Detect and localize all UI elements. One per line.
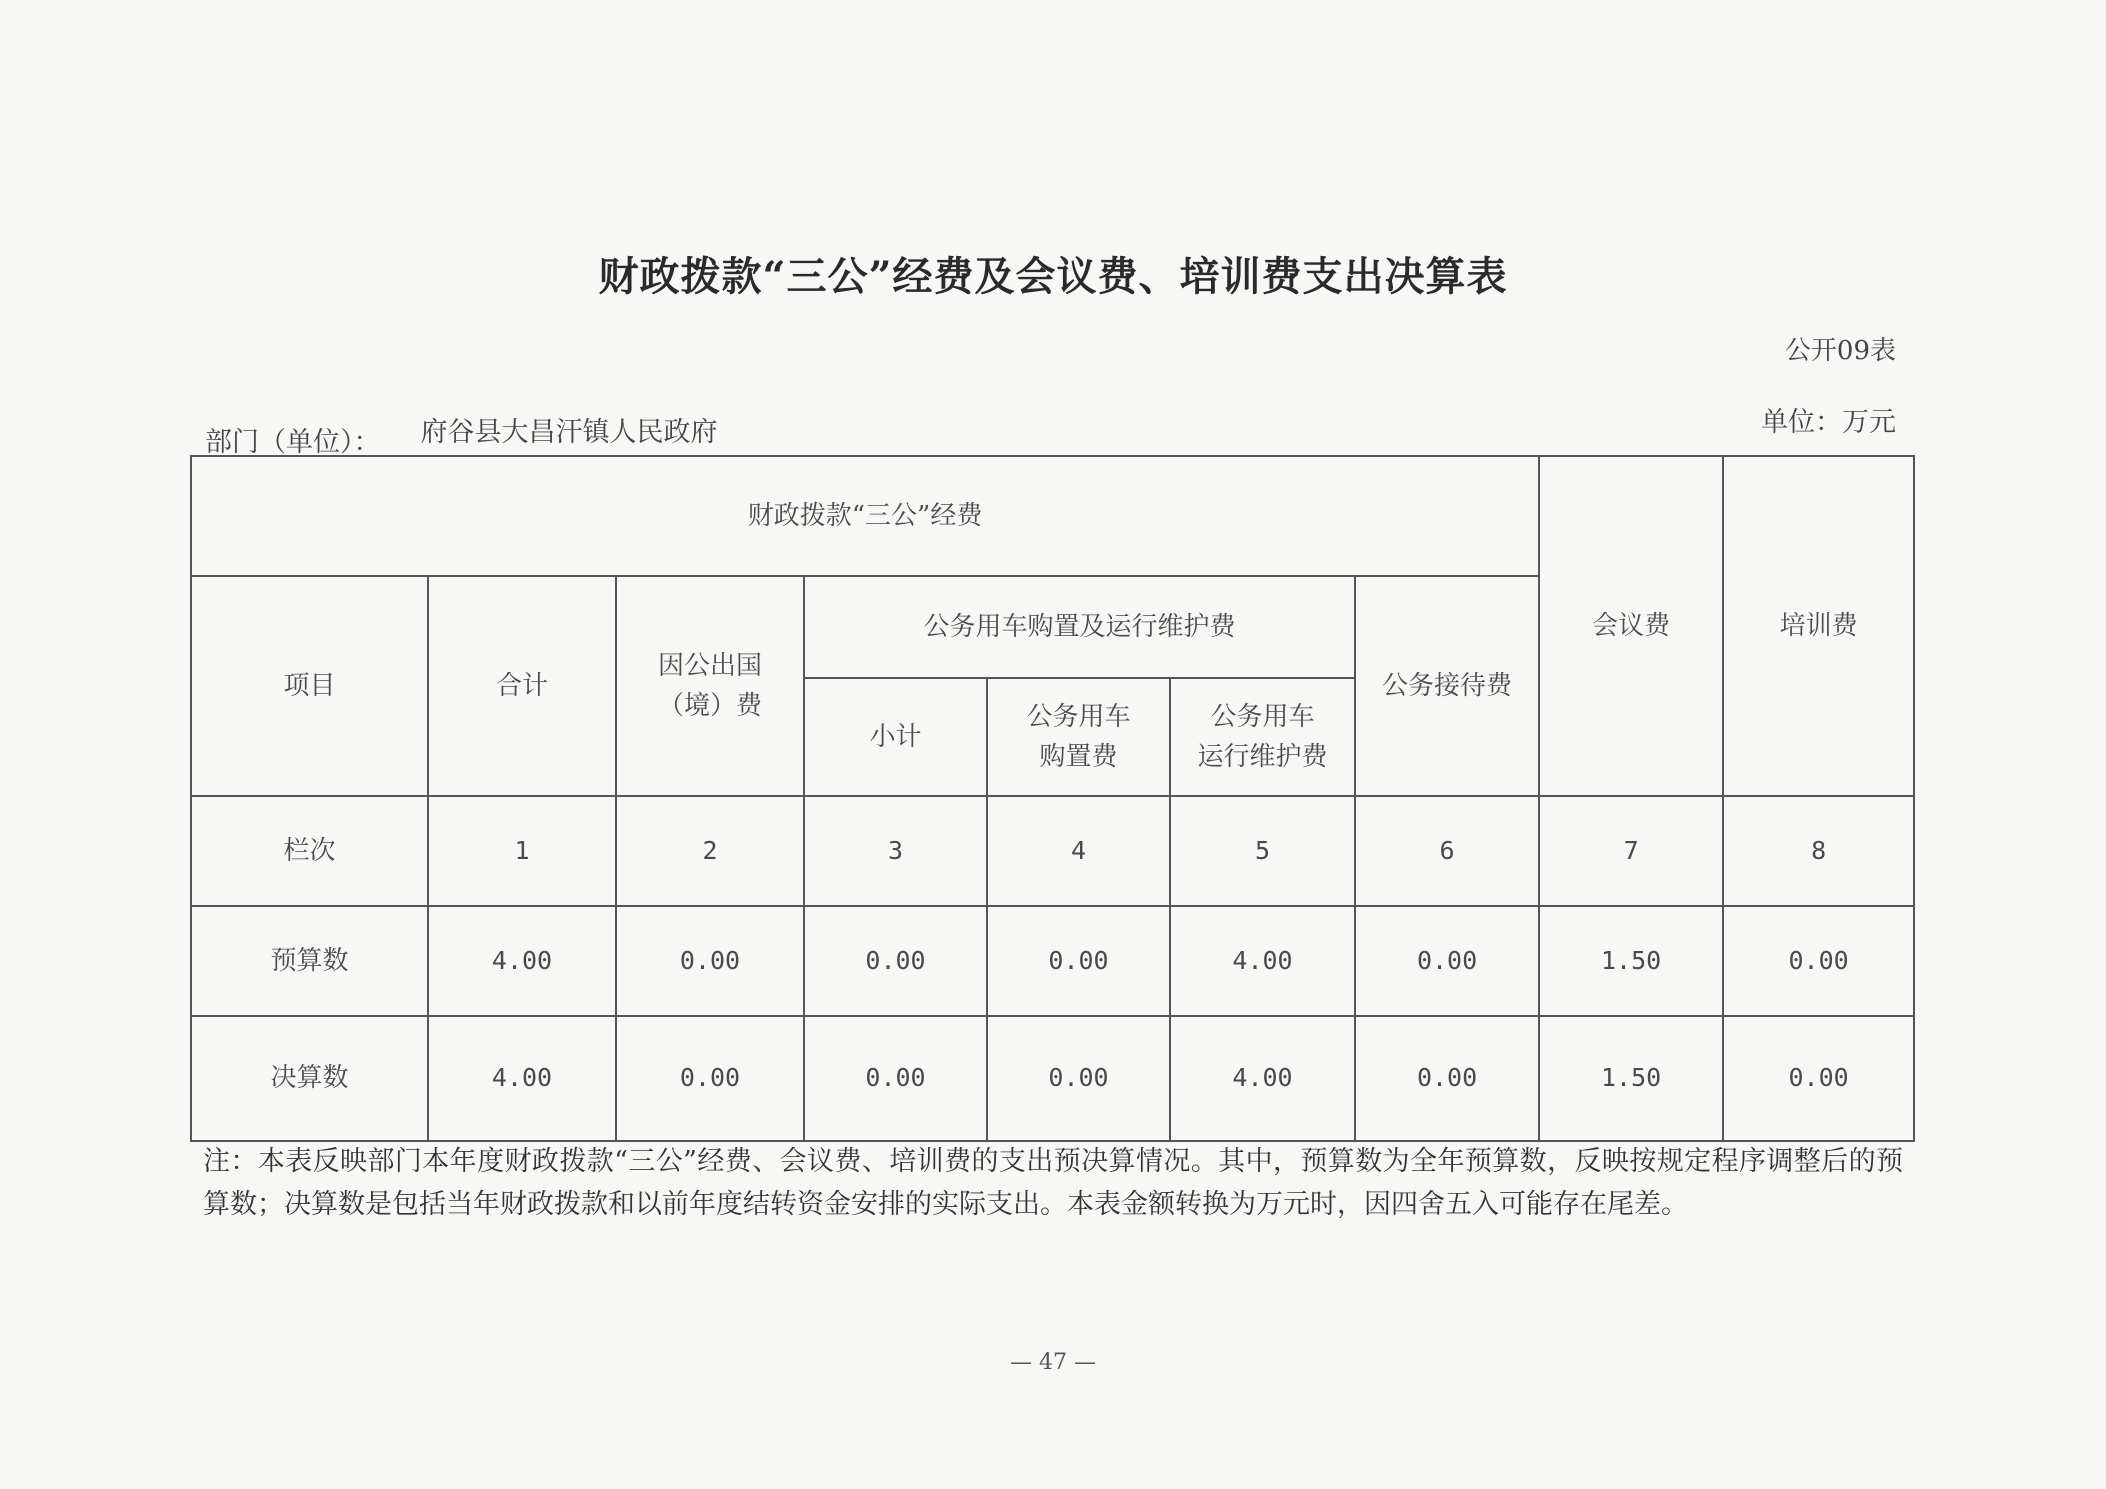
header-three-public: 财政拨款“三公”经费 xyxy=(191,456,1539,576)
table-cell: 1 xyxy=(428,796,616,906)
header-vehicle-group: 公务用车购置及运行维护费 xyxy=(804,576,1355,678)
table-row xyxy=(191,796,1914,906)
table-cell: 4 xyxy=(987,796,1170,906)
table-cell: 1.50 xyxy=(1539,906,1723,1016)
header-meeting-fee: 会议费 xyxy=(1539,456,1723,796)
table-cell: 8 xyxy=(1723,796,1914,906)
page-title: 财政拨款“三公”经费及会议费、培训费支出决算表 xyxy=(598,253,1508,300)
table-cell: 0.00 xyxy=(616,1016,804,1141)
table-cell: 4.00 xyxy=(428,1016,616,1141)
header-training-fee: 培训费 xyxy=(1723,456,1914,796)
table-cell: 0.00 xyxy=(1723,906,1914,1016)
table-cell: 0.00 xyxy=(616,906,804,1016)
department-line xyxy=(205,410,718,458)
table-cell: 0.00 xyxy=(804,1016,987,1141)
table-row xyxy=(191,906,1914,1016)
footnote: 注：本表反映部门本年度财政拨款“三公”经费、会议费、培训费的支出预决算情况。其中，预算数为全年预算数，反映按规定程序调整后的预算数；决算数是包括当年财政拨款和以前年度结转资金安排的实际支出。本表金额转换为万元时，因四舍五入可能存在尾差。 xyxy=(203,1146,1903,1221)
header-vehicle-maintenance xyxy=(1170,678,1355,796)
header-vehicle-purchase xyxy=(987,678,1170,796)
table-cell: 1.50 xyxy=(1539,1016,1723,1141)
header-item: 项目 xyxy=(191,576,428,796)
form-code: 公开09表 xyxy=(1784,336,1896,366)
table-cell: 0.00 xyxy=(1355,906,1539,1016)
table-cell: 4.00 xyxy=(1170,906,1355,1016)
header-abroad-fee xyxy=(616,576,804,796)
expense-table xyxy=(190,455,1915,1142)
table-cell: 4.00 xyxy=(1170,1016,1355,1141)
header-total: 合计 xyxy=(428,576,616,796)
header-maint-line1: 公务用车 xyxy=(1210,701,1315,732)
header-reception-fee: 公务接待费 xyxy=(1355,576,1539,796)
table-cell: 0.00 xyxy=(1355,1016,1539,1141)
table-cell: 3 xyxy=(804,796,987,906)
page-number: — 47 — xyxy=(1010,1350,1096,1375)
table-cell: 7 xyxy=(1539,796,1723,906)
table-cell: 6 xyxy=(1355,796,1539,906)
header-purchase-line2: 购置费 xyxy=(1039,742,1118,772)
row-label: 预算数 xyxy=(191,906,428,1016)
table-cell: 0.00 xyxy=(804,906,987,1016)
table-cell: 4.00 xyxy=(428,906,616,1016)
header-abroad-line2: （境）费 xyxy=(657,691,762,721)
row-label: 栏次 xyxy=(191,796,428,906)
table-cell: 0.00 xyxy=(987,1016,1170,1141)
header-abroad-line1: 因公出国 xyxy=(657,650,762,681)
table-cell: 0.00 xyxy=(1723,1016,1914,1141)
table-cell: 2 xyxy=(616,796,804,906)
header-subtotal: 小计 xyxy=(804,678,987,796)
table-cell: 5 xyxy=(1170,796,1355,906)
table-row xyxy=(191,1016,1914,1141)
department-label: 部门（单位）： xyxy=(205,427,381,458)
row-label: 决算数 xyxy=(191,1016,428,1141)
header-purchase-line1: 公务用车 xyxy=(1026,701,1131,732)
department-name: 府谷县大昌汗镇人民政府 xyxy=(420,417,718,448)
unit-label: 单位：万元 xyxy=(1761,407,1896,438)
header-maint-line2: 运行维护费 xyxy=(1197,742,1328,772)
table-cell: 0.00 xyxy=(987,906,1170,1016)
